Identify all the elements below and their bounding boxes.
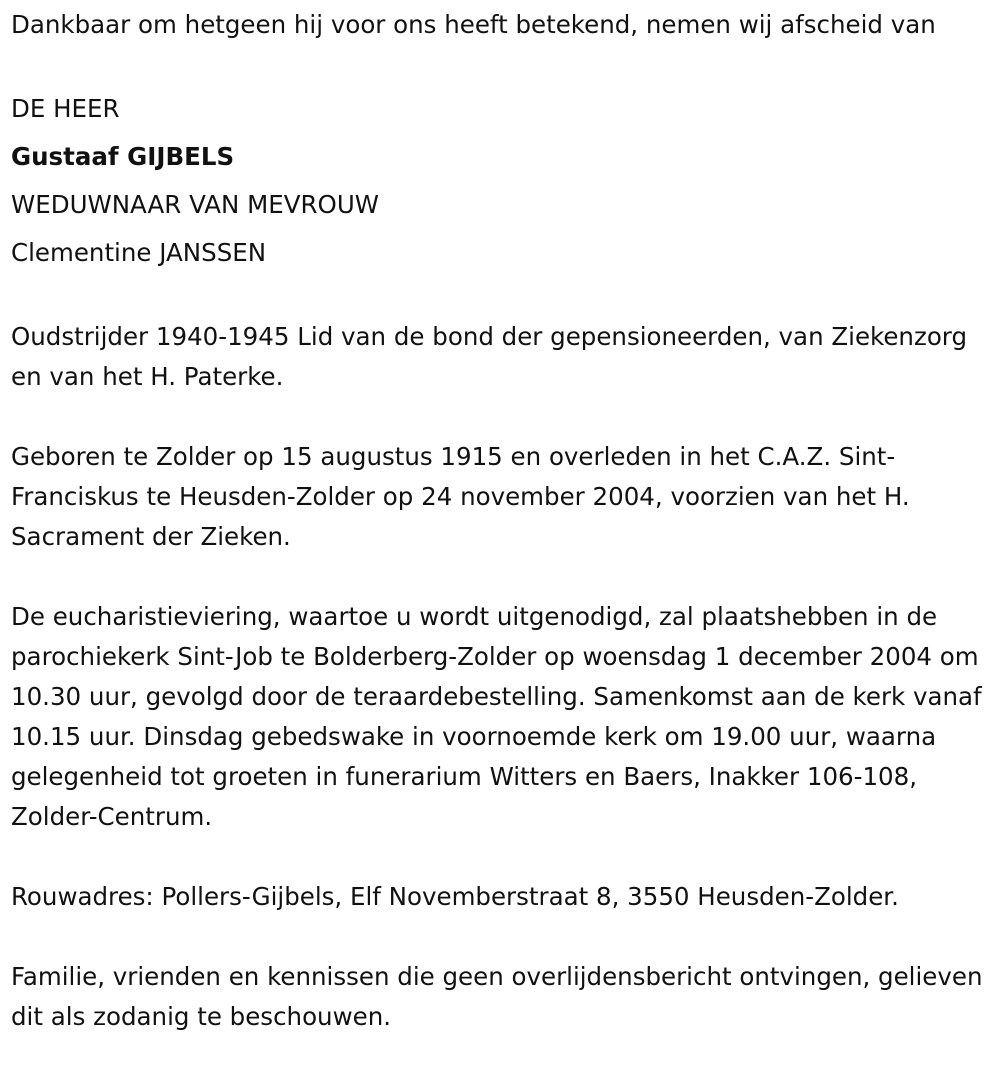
intro-text: Dankbaar om hetgeen hij voor ons heeft betekend, nemen wij afscheid van <box>11 10 936 39</box>
birth-death-text: Geboren te Zolder op 15 augustus 1915 en overleden in het C.A.Z. Sint-Franciskus te Heusden-Zolder op 24 november 2004, voorzien van het H. Sacrament der Zieken. <box>11 442 910 551</box>
spacer <box>11 557 986 597</box>
ceremony-text: De eucharistieviering, waartoe u wordt uitgenodigd, zal plaatshebben in de parochiekerk Sint-Job te Bolderberg-Zolder op woensdag 1 december 2004 om 10.30 uur, gevolgd door de teraardebestelling. Samenkomst aan de kerk vanaf 10.15 uur. Dinsdag gebedswake in voornoemde kerk om 19.00 uur, waarna gelegenheid tot groeten in funerarium Witters en Baers, Inakker 106-108, Zolder-Centrum. <box>11 602 982 831</box>
death-notice <box>11 5 986 1037</box>
closing-text: Familie, vrienden en kennissen die geen overlijdensbericht ontvingen, gelieven dit als zodanig te beschouwen. <box>11 962 983 1031</box>
relation-line: WEDUWNAAR VAN MEVROUW <box>11 190 379 219</box>
mourning-address: Rouwadres: Pollers-Gijbels, Elf Novemberstraat 8, 3550 Heusden-Zolder. <box>11 882 899 911</box>
spacer <box>11 837 986 877</box>
spacer <box>11 277 986 317</box>
memberships-text: Oudstrijder 1940-1945 Lid van de bond der gepensioneerden, van Ziekenzorg en van het H. Paterke. <box>11 322 968 391</box>
title-line: DE HEER <box>11 94 120 123</box>
spouse-name: Clementine JANSSEN <box>11 238 267 267</box>
spacer <box>11 397 986 437</box>
spacer <box>11 917 986 957</box>
deceased-name: Gustaaf GIJBELS <box>11 142 235 171</box>
spacer <box>11 45 986 85</box>
